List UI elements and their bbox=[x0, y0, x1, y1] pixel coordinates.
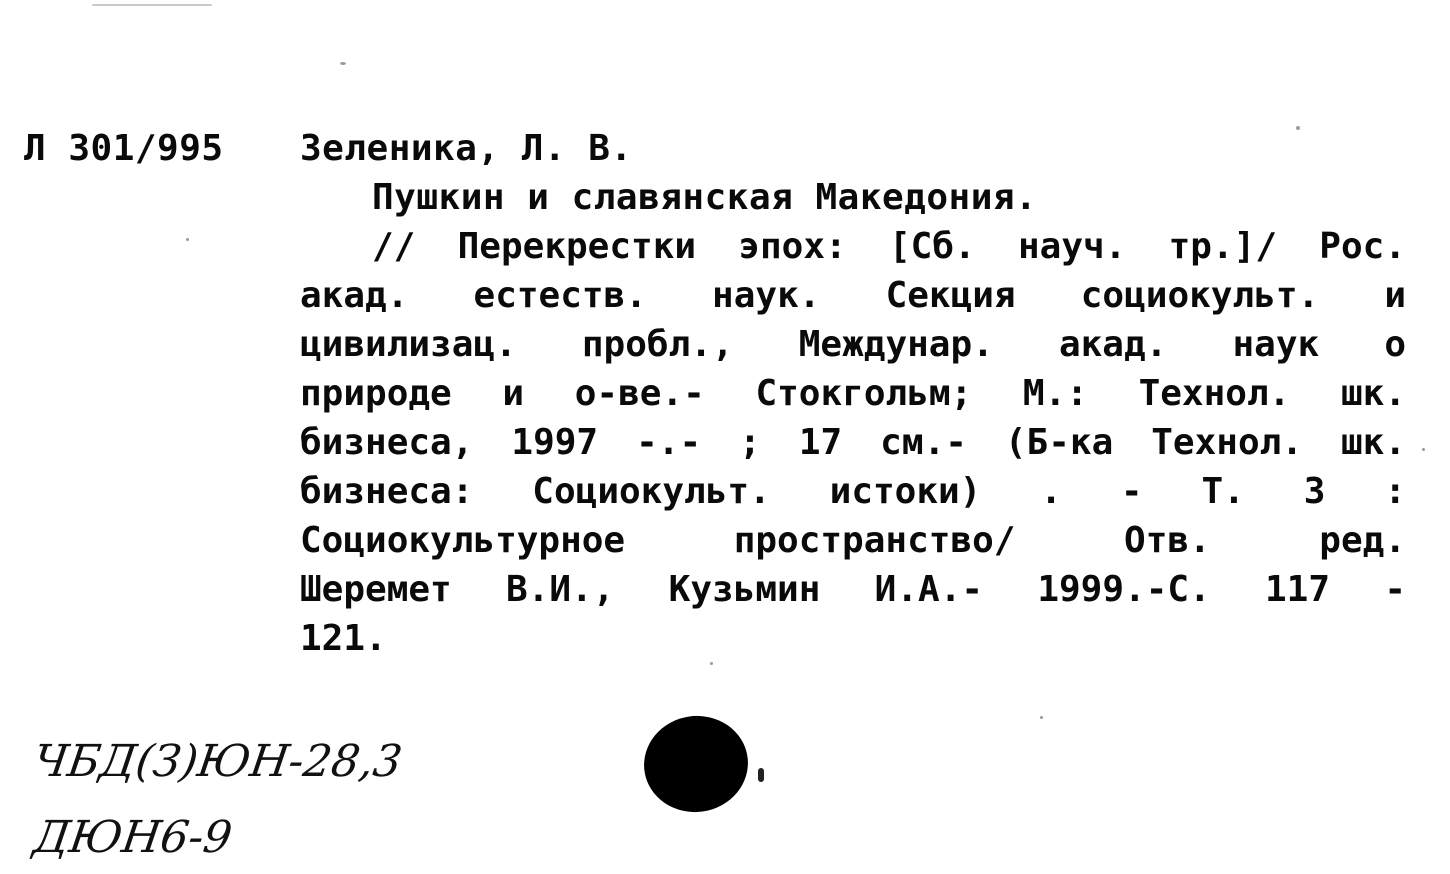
scan-edge-mark bbox=[92, 4, 212, 6]
scan-speck bbox=[1040, 716, 1043, 719]
description-line: Социокультурное пространство/ Отв. ред. bbox=[300, 520, 1406, 561]
punch-hole bbox=[638, 709, 754, 819]
description-line: 121. bbox=[300, 618, 387, 659]
scan-speck bbox=[710, 662, 713, 665]
scan-speck bbox=[340, 62, 346, 65]
description-line: бизнеса: Социокульт. истоки) . - Т. 3 : bbox=[300, 471, 1406, 512]
scan-speck bbox=[1296, 126, 1300, 130]
handwritten-index-note: ДЮН6-9 bbox=[30, 812, 236, 863]
author-heading: Зеленика, Л. В. bbox=[300, 128, 633, 169]
work-title: Пушкин и славянская Македония. bbox=[372, 177, 1038, 218]
scan-speck bbox=[186, 238, 189, 241]
scan-speck bbox=[758, 768, 764, 782]
description-line: бизнеса, 1997 -.- ; 17 см.- (Б-ка Технол. шк. bbox=[300, 422, 1406, 463]
handwritten-classification-note: ЧБД(З)ЮН-28,3 bbox=[30, 736, 406, 787]
shelf-mark: Л 301/995 bbox=[24, 128, 224, 169]
description-line: природе и о-ве.- Стокгольм; М.: Технол. шк. bbox=[300, 373, 1406, 414]
description-line: акад. естеств. наук. Секция социокульт. и bbox=[300, 275, 1406, 316]
description-line: Шеремет В.И., Кузьмин И.А.- 1999.-С. 117 - bbox=[300, 569, 1406, 610]
description-line: цивилизац. пробл., Междунар. акад. наук о bbox=[300, 324, 1406, 365]
description-line: // Перекрестки эпох: [Сб. науч. тр.]/ Рос. bbox=[372, 226, 1406, 267]
scan-speck bbox=[1422, 448, 1425, 451]
bibliographic-description bbox=[300, 222, 1406, 663]
